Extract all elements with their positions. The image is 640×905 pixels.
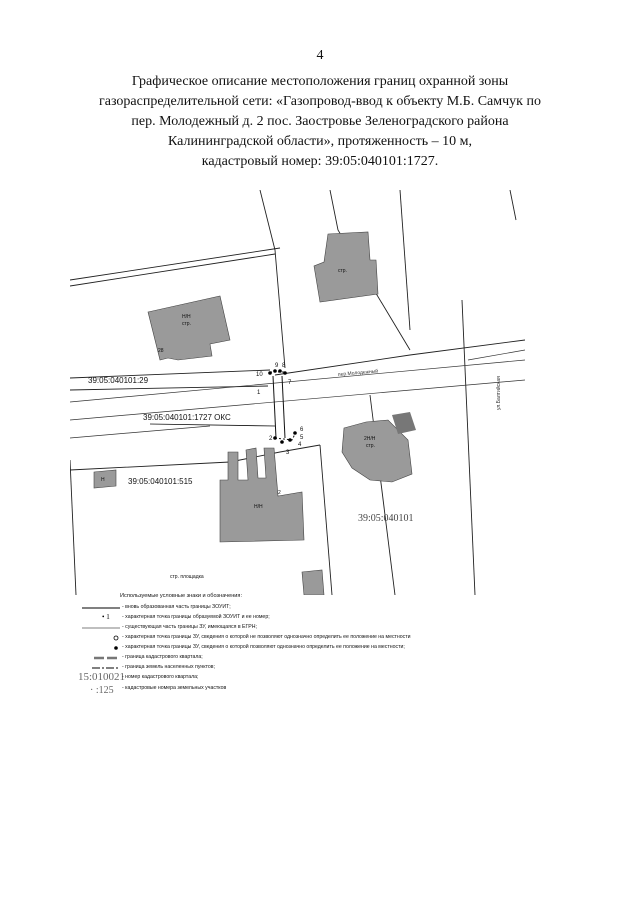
legend-text: - характерная точка границы образуемой ЗОУИТ и ее номер;	[122, 614, 270, 620]
point-label: 1	[257, 390, 261, 396]
legend-text: - граница кадастрового квартала;	[122, 654, 203, 660]
legend-item	[78, 663, 538, 672]
point-label: 3	[286, 450, 290, 456]
street-molodezhny: пер.Молодежный	[337, 368, 379, 378]
cadastral-map	[70, 190, 525, 595]
legend-item	[78, 686, 538, 695]
building-label: стр.	[182, 321, 191, 327]
legend-text: - характерная точка границы ЗУ, сведения о которой позволяют однозначно определить ее положение на местности;	[122, 644, 405, 650]
title-line: Калининградской области», протяженность – 10 м,	[168, 134, 472, 149]
quarter-boundary-symbol	[78, 653, 126, 662]
legend-text: - кадастровые номера земельных участков	[122, 685, 227, 691]
parcel-label-515: 39:05:040101:515	[128, 477, 193, 486]
building-top	[314, 232, 378, 302]
title-line: Графическое описание местоположения границ охранной зоны	[131, 74, 509, 89]
legend-heading: Используемые условные знаки и обозначения:	[120, 593, 243, 599]
building-label: стр.	[338, 268, 347, 274]
legend-item	[78, 633, 538, 642]
point-label: 8	[282, 363, 286, 369]
building-label: 2Н/Н	[364, 436, 376, 442]
hollow-point-icon	[78, 633, 126, 642]
parcel-number-sample: · :125	[90, 685, 114, 696]
legend-text: - характерная точка границы ЗУ, сведения о которой не позволяют однозначно определить ее положение на местности	[122, 634, 411, 640]
page-number: 4	[316, 48, 324, 63]
existing-boundary-symbol	[78, 623, 126, 632]
quarter-number-sample: 15:010021	[78, 671, 126, 683]
leader-line	[150, 424, 275, 426]
legend-item	[78, 673, 538, 682]
building-bottom-right	[302, 570, 324, 595]
point-label: 5	[300, 435, 304, 441]
legend-text: - существующая часть границы ЗУ, имеющаяся в ЕГРН;	[122, 624, 257, 630]
building-label: Н	[101, 477, 105, 483]
legend-text: - вновь образованная часть границы ЗОУИТ;	[122, 604, 231, 610]
point-label: 10	[256, 372, 263, 378]
point-label: 9	[275, 363, 279, 369]
legend-item	[78, 653, 538, 662]
title-line: кадастровый номер: 39:05:040101:1727.	[201, 154, 439, 169]
street-baltiyskaya: ул.Балтийская	[496, 376, 502, 410]
legend-item	[78, 613, 538, 622]
legend-text: - граница земель населенных пунктов;	[122, 664, 216, 670]
legend-item	[78, 623, 538, 632]
building-label: 2	[278, 490, 281, 496]
filled-point-icon	[78, 643, 126, 652]
building-bottom	[220, 448, 304, 542]
legend-item	[78, 603, 538, 612]
building-label: Н/Н	[254, 504, 263, 510]
legend-text: - номер кадастрового квартала;	[122, 674, 199, 680]
building-label: стр.	[366, 443, 375, 449]
title-line: пер. Молодежный д. 2 пос. Заостровье Зеленоградского района	[131, 114, 509, 129]
quarter-label: 39:05:040101	[358, 513, 414, 524]
title-line: газораспределительной сети: «Газопровод-ввод к объекту М.Б. Самчук по	[99, 94, 541, 109]
building-label: Н/Н	[182, 314, 191, 320]
road-lines	[70, 350, 525, 438]
playground-label: стр. площадка	[170, 574, 204, 580]
building-label: 28	[158, 348, 164, 354]
parcel-label-1727: 39:05:040101:1727 ОКС	[143, 413, 231, 422]
document-title	[70, 72, 570, 172]
point-symbol: • 1	[102, 613, 110, 621]
building-small	[94, 470, 116, 488]
point-label: 2	[269, 436, 273, 442]
point-label: 6	[300, 427, 304, 433]
parcel-label-29: 39:05:040101:29	[88, 376, 149, 385]
legend-item	[78, 643, 538, 652]
point-label: 4	[298, 442, 302, 448]
new-boundary-symbol	[78, 603, 126, 612]
point-label: 7	[288, 380, 292, 386]
